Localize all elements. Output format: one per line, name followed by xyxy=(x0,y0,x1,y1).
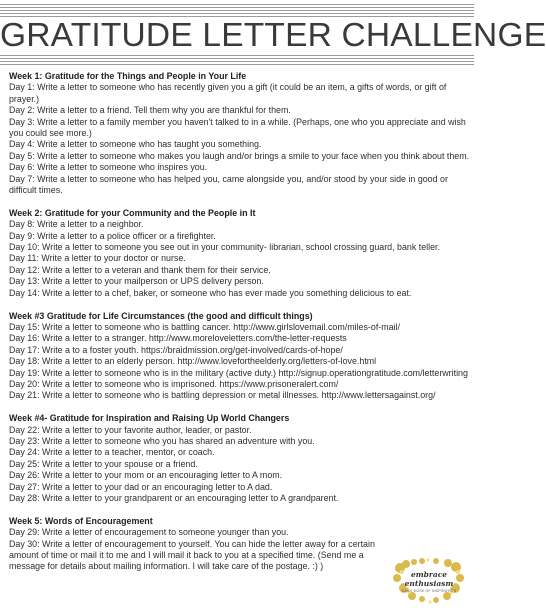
day-line: Day 2: Write a letter to a friend. Tell them why you are thankful for them. xyxy=(9,105,291,116)
day-line: Day 20: Write a letter to someone who is imprisoned. https://www.prisoneralert.com/ xyxy=(9,378,339,389)
day-line: Day 12: Write a letter to a veteran and thank them for their service. xyxy=(9,264,271,275)
week-3-section xyxy=(9,311,471,402)
brand-logo xyxy=(392,558,466,604)
day-line: Day 17: Write a to a foster youth. https://braidmission.org/get-involved/cards-of-hope/ xyxy=(9,344,343,355)
day-line: Day 27: Write a letter to your dad or an encouraging letter to A dad. xyxy=(9,481,273,492)
week-heading: Week #3 Gratitude for Life Circumstances (the good and difficult things) xyxy=(9,310,313,321)
day-line: Day 23: Write a letter to someone who you has shared an adventure with you. xyxy=(9,435,315,446)
day-line: Day 15: Write a letter to someone who is battling cancer. http://www.girlslovemail.com/miles-of-mail/ xyxy=(9,321,400,332)
day-line: Day 29: Write a letter of encouragement to someone younger than you. xyxy=(9,527,289,538)
day-line: Day 3: Write a letter to a family member you haven't talked to in a while. (Perhaps, one who you appreciate and wish you could see more.) xyxy=(9,116,466,139)
day-line: Day 4: Write a letter to someone who has taught you something. xyxy=(9,139,262,150)
challenge-content xyxy=(9,71,471,573)
day-line: Day 25: Write a letter to your spouse or a friend. xyxy=(9,458,198,469)
day-line: Day 6: Write a letter to someone who inspires you. xyxy=(9,162,208,173)
day-line: Day 13: Write a letter to your mailperson or UPS delivery person. xyxy=(9,276,264,287)
week-heading: Week 2: Gratitude for your Community and the People in It xyxy=(9,207,256,218)
day-line: Day 8: Write a letter to a neighbor. xyxy=(9,219,144,230)
day-line: Day 22: Write a letter to your favorite author, leader, or pastor. xyxy=(9,424,252,435)
day-line: Day 1: Write a letter to someone who has recently given you a gift (it could be an item, a gifts of words, or gift of prayer.) xyxy=(9,82,447,104)
week-1-section xyxy=(9,71,471,196)
day-line: Day 7: Write a letter to someone who has helped you, came alongside you, and/or stood by your side in good or difficult times. xyxy=(9,173,448,196)
day-line: Day 5: Write a letter to someone who makes you laugh and/or brings a smile to your face when you think about them. xyxy=(9,150,470,161)
week-heading: Week 5: Words of Encouragement xyxy=(9,515,153,526)
day-line: Day 9: Write a letter to a police officer or a firefighter. xyxy=(9,230,216,241)
day-line: Day 11: Write a letter to your doctor or nurse. xyxy=(9,253,186,264)
week-2-section xyxy=(9,208,471,299)
day-line: Day 26: Write a letter to your mom or an encouraging letter to A mom. xyxy=(9,470,283,481)
day-line: Day 21: Write a letter to someone who is battling depression or metal illnesses. http://www.lettersagainst.org/ xyxy=(9,390,436,401)
week-heading: Week 1: Gratitude for the Things and People in Your Life xyxy=(9,71,247,81)
day-line: Day 24: Write a letter to a teacher, mentor, or coach. xyxy=(9,447,215,458)
day-line: Day 28: Write a letter to your grandparent or an encouraging letter to A grandparent. xyxy=(9,492,339,503)
logo-name: embrace enthusiasm xyxy=(404,570,454,588)
day-line: Day 18: Write a letter to an elderly person. http://www.lovefortheelderly.org/letters-of-love.html xyxy=(9,356,377,367)
logo-tagline: DAILY DOSE OF INSPIRATION xyxy=(401,589,457,593)
day-line: Day 19: Write a letter to someone who is in the military (active duty.) http://signup.operationgratitude.com/letterwriting xyxy=(9,367,468,378)
day-line: Day 30: Write a letter of encouragement to yourself. You can hide the letter away for a certain amount of time or mail it to me and I will mail it back to you at a specified time. (Send me a message for details about mailing information. I will take care of the postage. :) ) xyxy=(9,538,375,572)
day-line: Day 10: Write a letter to someone you see out in your community- librarian, school crossing guard, bank teller. xyxy=(9,242,440,253)
page-title: GRATITUDE LETTER CHALLENGE xyxy=(0,17,546,54)
title-rule-lines xyxy=(0,55,474,67)
week-heading: Week #4- Gratitude for Inspiration and Raising Up World Changers xyxy=(9,413,290,424)
week-4-section xyxy=(9,413,471,504)
day-line: Day 16: Write a letter to a stranger. http://www.moreloveletters.com/the-letter-requests xyxy=(9,333,347,344)
day-line: Day 14: Write a letter to a chef, baker, or someone who has ever made you something delicious to eat. xyxy=(9,287,412,298)
